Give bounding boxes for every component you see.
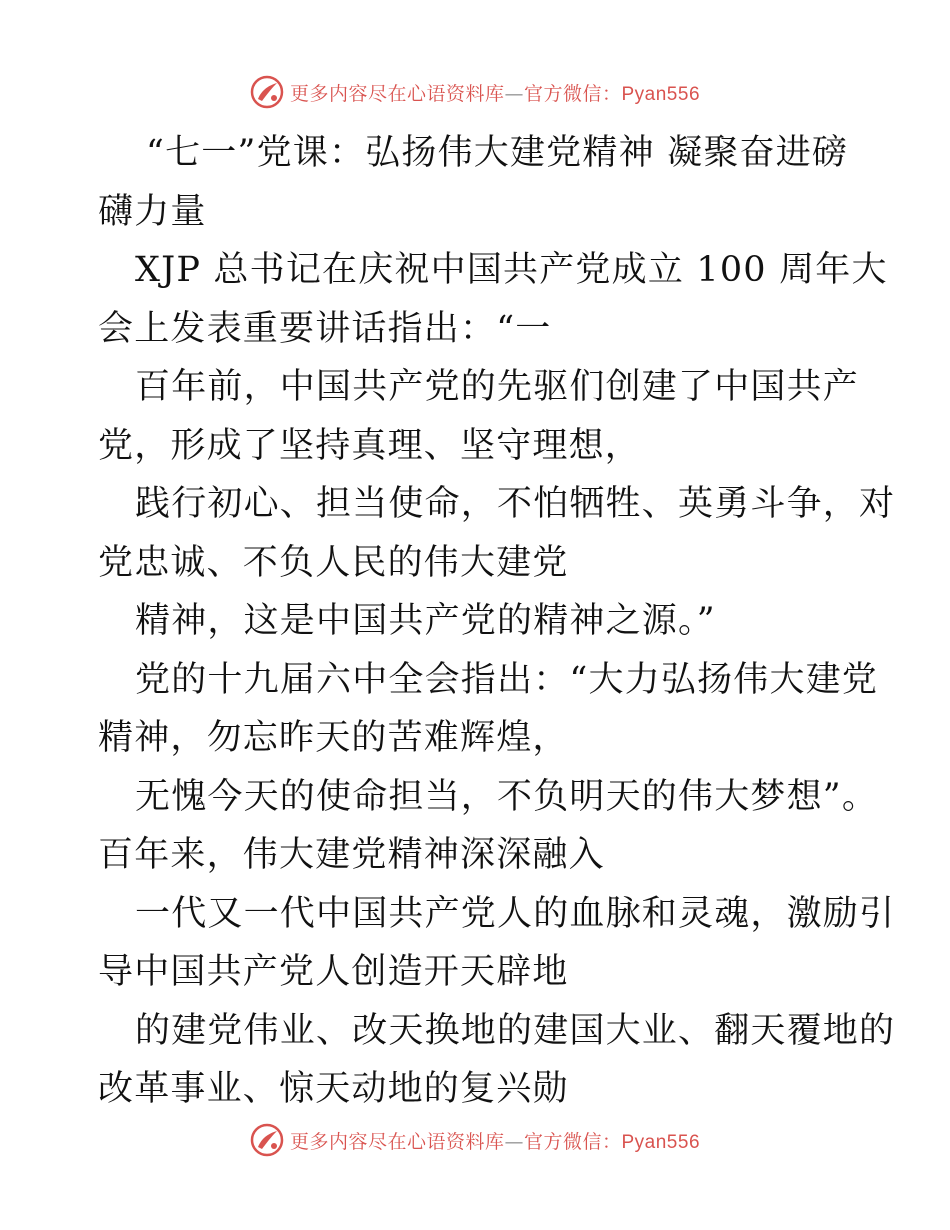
paragraph-line: 党，形成了坚持真理、坚守理想，	[98, 425, 642, 466]
watermark-separator: —	[504, 1130, 524, 1153]
title-line-1: “七一”党课：弘扬伟大建党精神 凝聚奋进磅	[146, 133, 849, 173]
paragraph-line: 改革事业、惊天动地的复兴勋	[98, 1069, 569, 1109]
watermark-main: 更多内容尽在心语资料库	[289, 1130, 505, 1153]
watermark-id: Pyan556	[621, 83, 701, 105]
paragraph-line: 精神，这是中国共产党的精神之源。”	[135, 601, 716, 641]
watermark-official: 官方微信：	[523, 1130, 622, 1153]
watermark-text	[290, 79, 700, 106]
brush-seal-icon	[250, 75, 284, 109]
document-body	[98, 124, 896, 1119]
watermark-text	[290, 1127, 700, 1154]
paragraph-line: 导中国共产党人创造开天辟地	[98, 952, 569, 992]
paragraph-line: 精神，勿忘昨天的苦难辉煌，	[98, 718, 569, 758]
paragraph-line: 百年来，伟大建党精神深深融入	[98, 835, 605, 875]
paragraph-line: XJP 总书记在庆祝中国共产党成立 100 周年大	[135, 250, 888, 290]
paragraph-line: 践行初心、担当使命，不怕牺牲、英勇斗争，对	[135, 484, 896, 524]
paragraph-line: 百年前，中国共产党的先驱们创建了中国共产	[135, 367, 860, 407]
watermark-main: 更多内容尽在心语资料库	[289, 82, 505, 105]
title-line-2: 礴力量	[98, 191, 207, 232]
paragraph-line: 无愧今天的使命担当，不负明天的伟大梦想”。	[135, 776, 879, 817]
header-watermark	[0, 72, 950, 112]
brush-seal-icon	[250, 1123, 284, 1157]
watermark-id: Pyan556	[621, 1131, 701, 1153]
watermark-official: 官方微信：	[523, 82, 622, 105]
footer-watermark	[0, 1120, 950, 1160]
paragraph-line: 一代又一代中国共产党人的血脉和灵魂，激励引	[135, 893, 896, 934]
paragraph-line: 会上发表重要讲话指出：“一	[98, 308, 552, 349]
watermark-separator: —	[504, 82, 524, 105]
paragraph-line: 党的十九届六中全会指出：“大力弘扬伟大建党	[135, 659, 879, 700]
paragraph-line: 的建党伟业、改天换地的建国大业、翻天覆地的	[135, 1010, 896, 1051]
paragraph-line: 党忠诚、不负人民的伟大建党	[98, 542, 569, 583]
